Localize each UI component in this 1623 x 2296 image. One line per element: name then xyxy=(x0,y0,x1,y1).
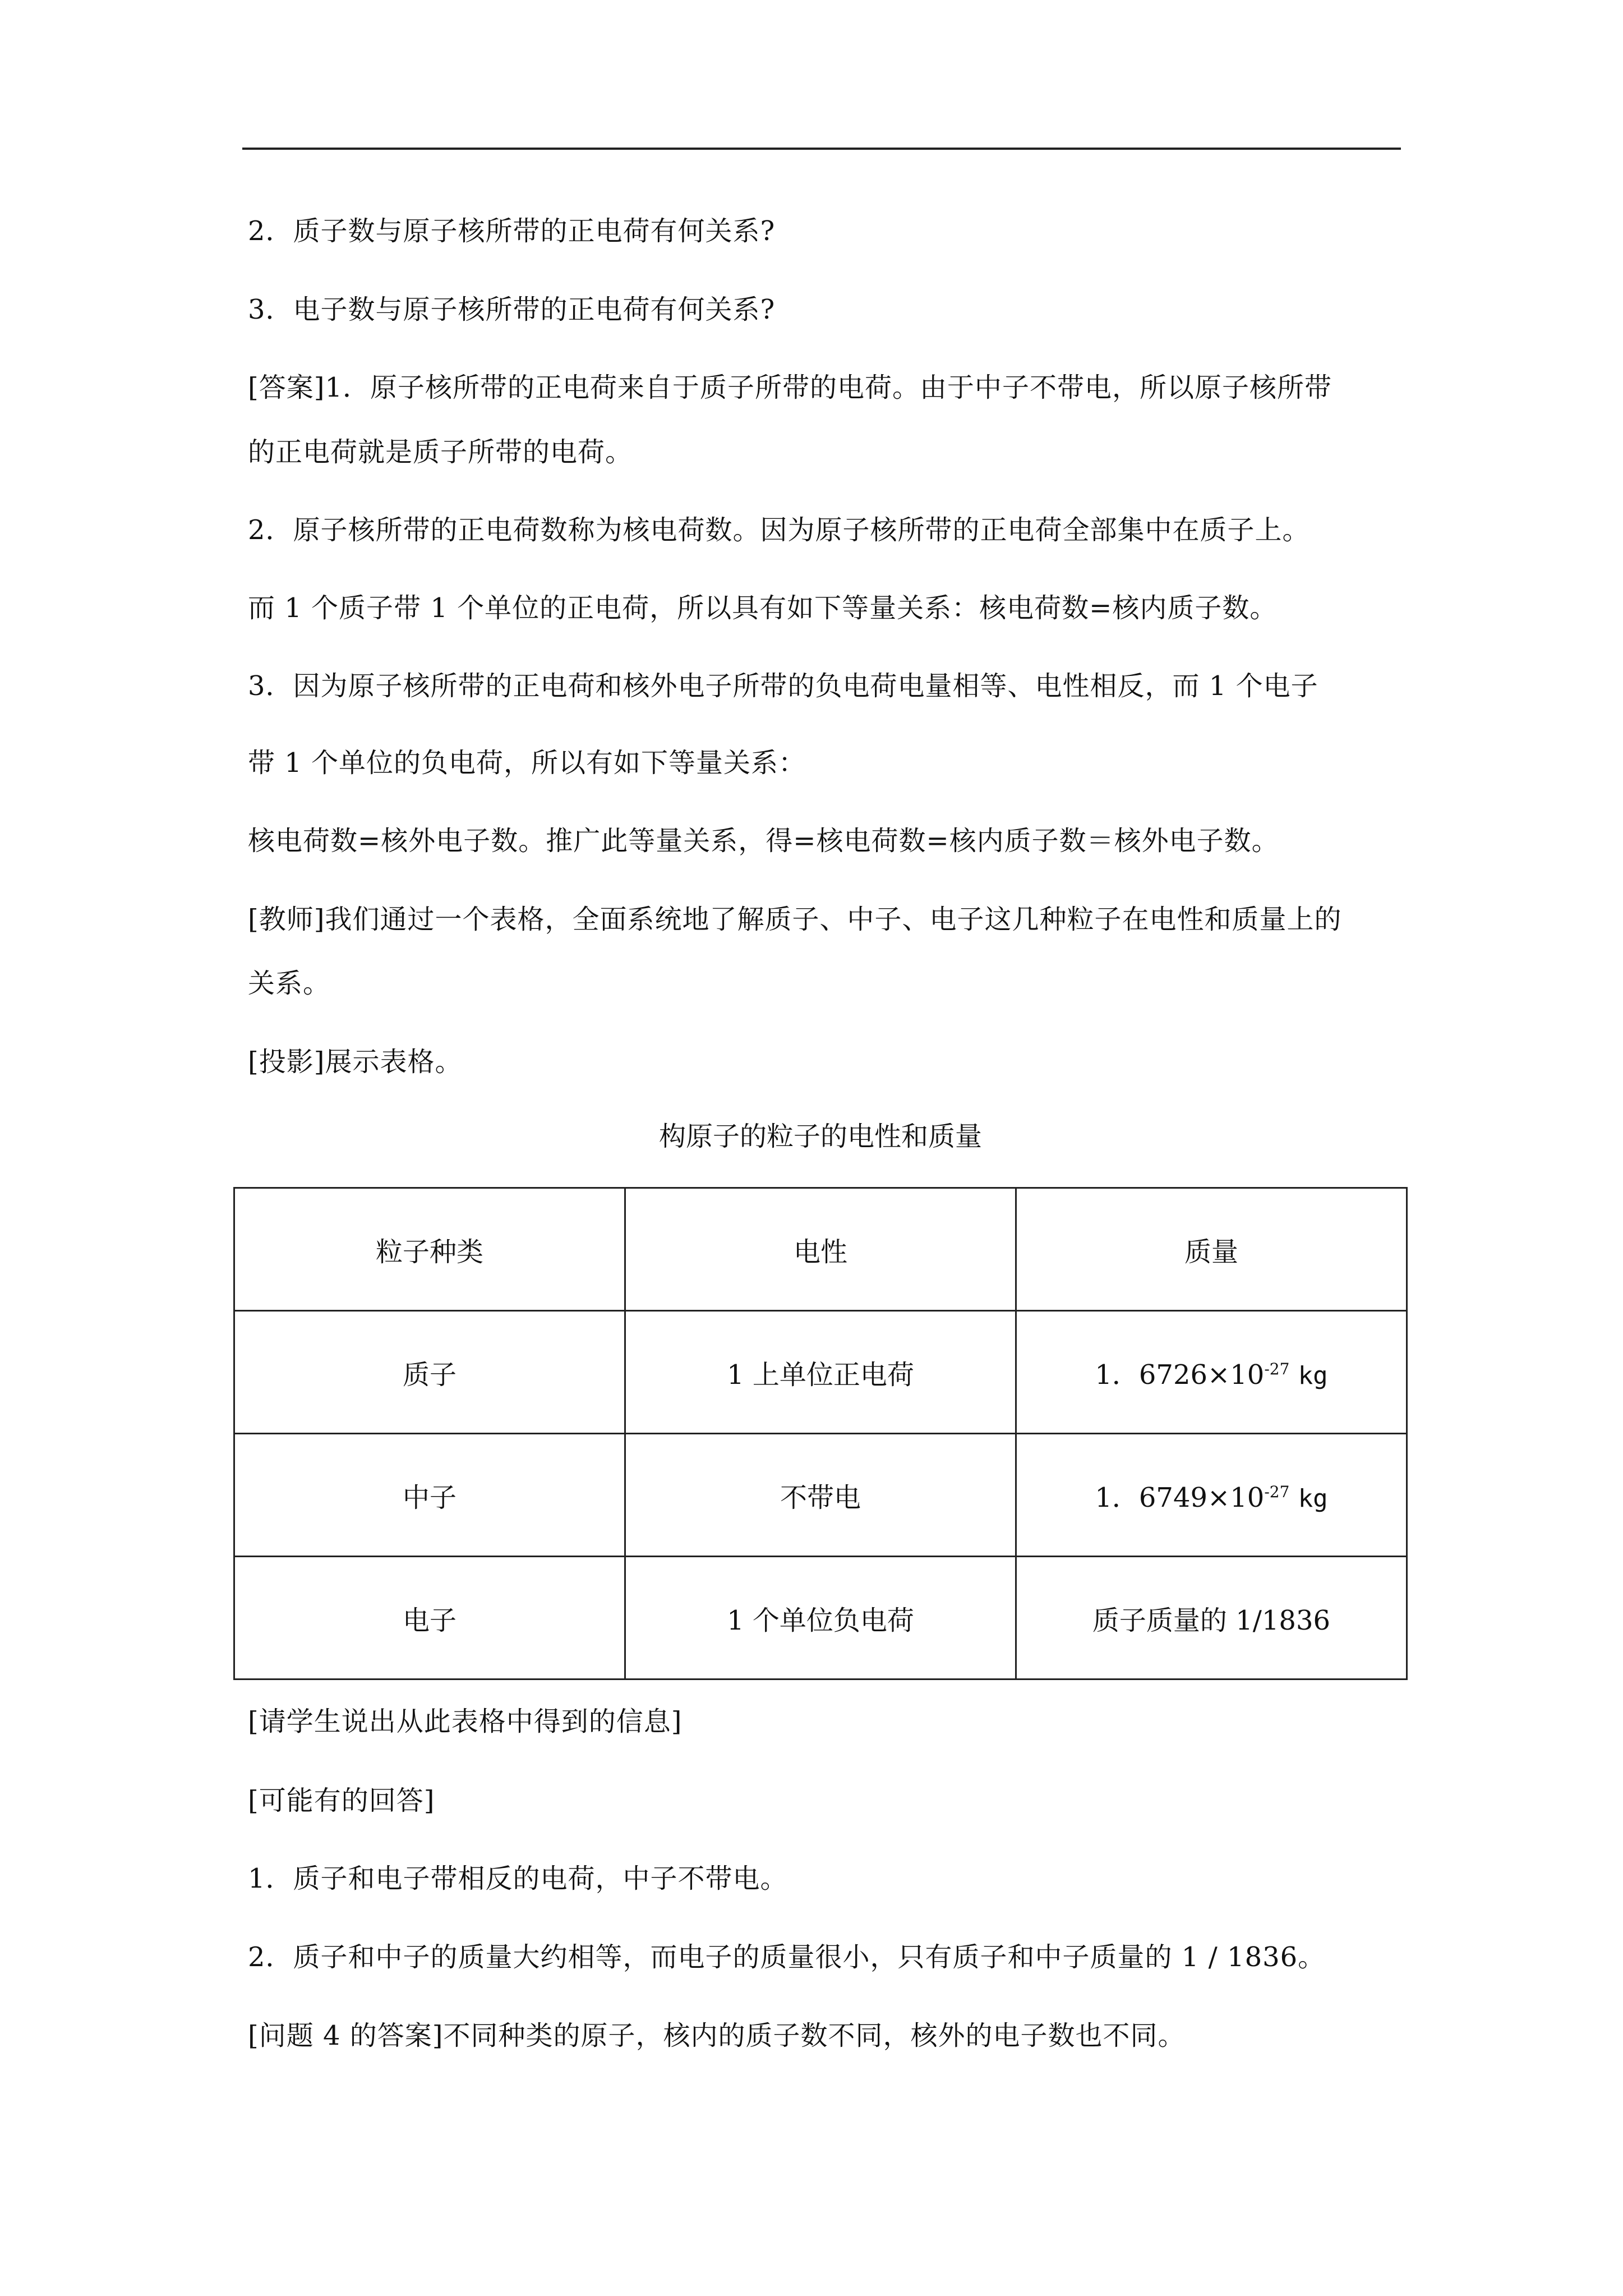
text-line: 3．因为原子核所带的正电荷和核外电子所带的负电荷电量相等、电性相反，而 1 个电子 xyxy=(248,670,1318,702)
table-caption: 构原子的粒子的电性和质量 xyxy=(658,1121,982,1152)
particle-charge: 1 个单位负电荷 xyxy=(625,1557,1016,1680)
table-row xyxy=(234,1434,1407,1557)
mass-exponent: -27 xyxy=(1264,1359,1290,1378)
text-line: [教师]我们通过一个表格，全面系统地了解质子、中子、电子这几种粒子在电性和质量上的 xyxy=(248,904,1342,935)
text-line: 的正电荷就是质子所带的电荷。 xyxy=(248,436,633,468)
table-row xyxy=(234,1557,1407,1680)
particle-mass xyxy=(1016,1311,1407,1434)
particle-table xyxy=(233,1187,1408,1680)
particle-mass xyxy=(1016,1434,1407,1557)
text-line: 2．原子核所带的正电荷数称为核电荷数。因为原子核所带的正电荷全部集中在质子上。 xyxy=(248,514,1310,546)
text-line: [投影]展示表格。 xyxy=(248,1046,463,1078)
text-line: [请学生说出从此表格中得到的信息] xyxy=(248,1706,683,1737)
text-line: [可能有的回答] xyxy=(248,1785,435,1816)
text-line: 关系。 xyxy=(248,968,331,999)
text-line: 核电荷数=核外电子数。推广此等量关系，得=核电荷数=核内质子数＝核外电子数。 xyxy=(248,825,1279,857)
particle-name: 中子 xyxy=(234,1434,625,1557)
mass-base: 1．6749×10 xyxy=(1095,1481,1265,1513)
text-line: 3．电子数与原子核所带的正电荷有何关系? xyxy=(248,294,776,325)
mass-unit: kg xyxy=(1298,1484,1328,1513)
text-line: 而 1 个质子带 1 个单位的正电荷，所以具有如下等量关系：核电荷数=核内质子数。 xyxy=(248,592,1278,624)
header-rule xyxy=(242,148,1401,150)
table-header-row xyxy=(234,1188,1407,1311)
header-cell: 粒子种类 xyxy=(234,1188,625,1311)
particle-name: 质子 xyxy=(234,1311,625,1434)
mass-exponent: -27 xyxy=(1264,1482,1290,1501)
text-line: [问题 4 的答案]不同种类的原子，核内的质子数不同，核外的电子数也不同。 xyxy=(248,2020,1186,2051)
particle-charge: 不带电 xyxy=(625,1434,1016,1557)
table-row xyxy=(234,1311,1407,1434)
particle-name: 电子 xyxy=(234,1557,625,1680)
text-line: 2．质子和中子的质量大约相等，而电子的质量很小，只有质子和中子质量的 1 / 1836。 xyxy=(248,1941,1326,1973)
text-line: [答案]1．原子核所带的正电荷来自于质子所带的电荷。由于中子不带电，所以原子核所带 xyxy=(248,372,1332,403)
text-line: 1．质子和电子带相反的电荷，中子不带电。 xyxy=(248,1863,788,1894)
particle-charge: 1 上单位正电荷 xyxy=(625,1311,1016,1434)
particle-mass: 质子质量的 1/1836 xyxy=(1016,1557,1407,1680)
text-line: 2．质子数与原子核所带的正电荷有何关系? xyxy=(248,215,776,247)
mass-unit: kg xyxy=(1298,1361,1328,1390)
header-cell: 质量 xyxy=(1016,1188,1407,1311)
header-cell: 电性 xyxy=(625,1188,1016,1311)
mass-base: 1．6726×10 xyxy=(1095,1359,1265,1391)
text-line: 带 1 个单位的负电荷，所以有如下等量关系： xyxy=(248,747,806,779)
